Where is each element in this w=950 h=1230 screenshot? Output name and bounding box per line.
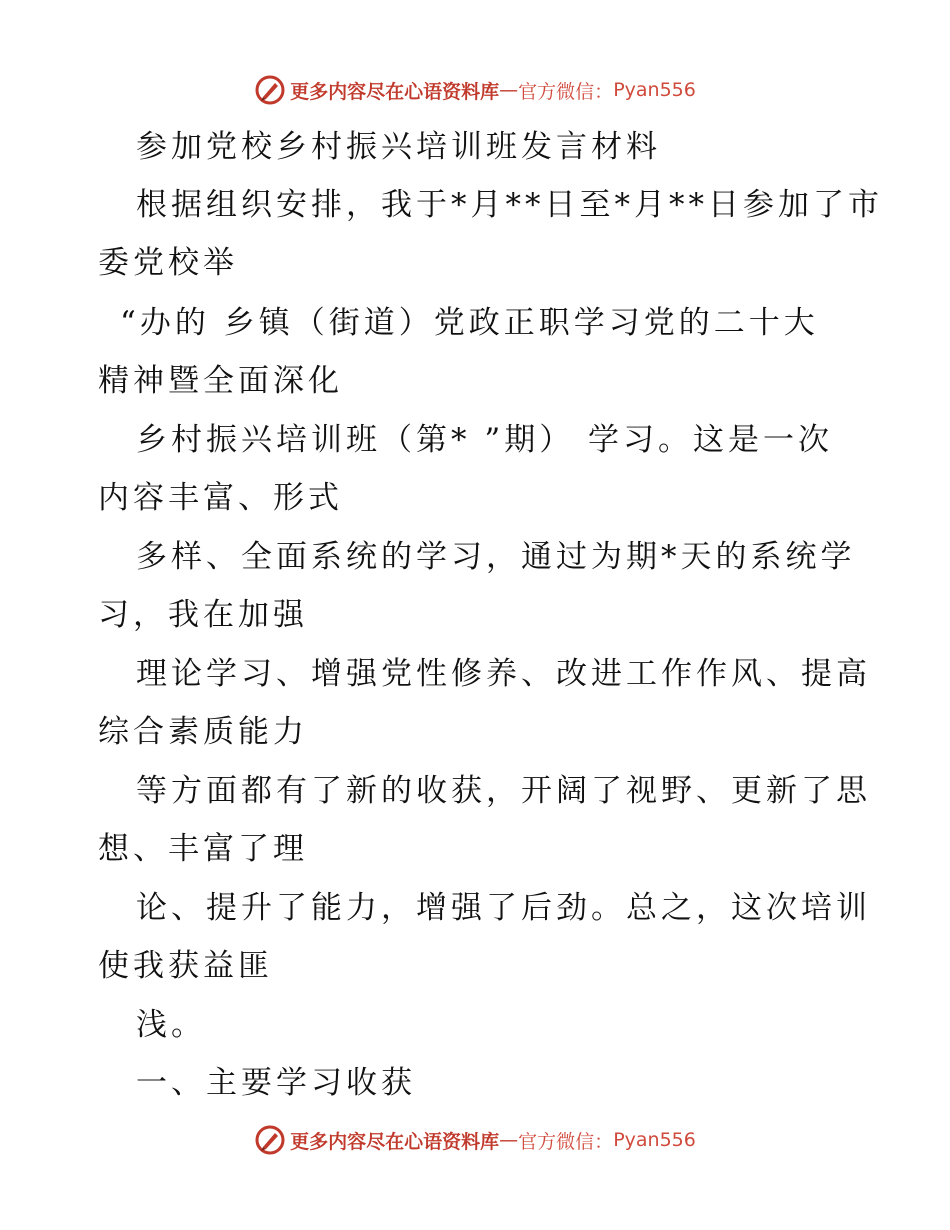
- paragraph-line: 理论学习、增强党性修养、改进工作作风、提高: [136, 656, 871, 692]
- paragraph-line: “办的 乡镇（街道）党政正职学习党的二十大: [120, 305, 819, 341]
- watermark-dash: —: [499, 1129, 519, 1151]
- paragraph-line: 使我获益匪: [98, 948, 273, 984]
- watermark-wechat-label: 官方微信：: [518, 80, 614, 103]
- watermark-brand-text: 更多内容尽在心语资料库: [290, 80, 500, 103]
- watermark-wechat-id: Pyan556: [613, 79, 696, 101]
- watermark-wechat-label: 官方微信：: [518, 1130, 614, 1153]
- watermark-dash: —: [499, 79, 519, 101]
- paragraph-line: 内容丰富、形式: [98, 480, 343, 516]
- watermark-brand-text: 更多内容尽在心语资料库: [290, 1130, 500, 1153]
- paragraph-line: 精神暨全面深化: [98, 363, 343, 399]
- paragraph-line: 根据组织安排，我于*月**日至*月**日参加了市: [136, 187, 883, 223]
- document-title: 参加党校乡村振兴培训班发言材料: [136, 129, 661, 165]
- paragraph-line: 浅。: [136, 1007, 206, 1043]
- paragraph-line: 等方面都有了新的收获，开阔了视野、更新了思: [136, 773, 871, 809]
- watermark-wechat-id: Pyan556: [613, 1129, 696, 1151]
- paragraph-line: 论、提升了能力，增强了后劲。总之，这次培训: [136, 890, 871, 926]
- paragraph-line: 综合素质能力: [98, 714, 308, 750]
- pen-logo-icon: [254, 74, 286, 106]
- paragraph-line: 多样、全面系统的学习，通过为期*天的系统学: [136, 539, 856, 575]
- paragraph-line: 委党校举: [98, 245, 238, 281]
- header-watermark: [0, 70, 950, 110]
- paragraph-line: 乡村振兴培训班（第* ”期） 学习。这是一次: [136, 422, 834, 458]
- pen-logo-icon: [254, 1124, 286, 1156]
- footer-watermark: [0, 1120, 950, 1160]
- paragraph-line: 想、丰富了理: [98, 831, 308, 867]
- paragraph-line: 习，我在加强: [98, 597, 308, 633]
- section-heading: 一、主要学习收获: [136, 1065, 416, 1101]
